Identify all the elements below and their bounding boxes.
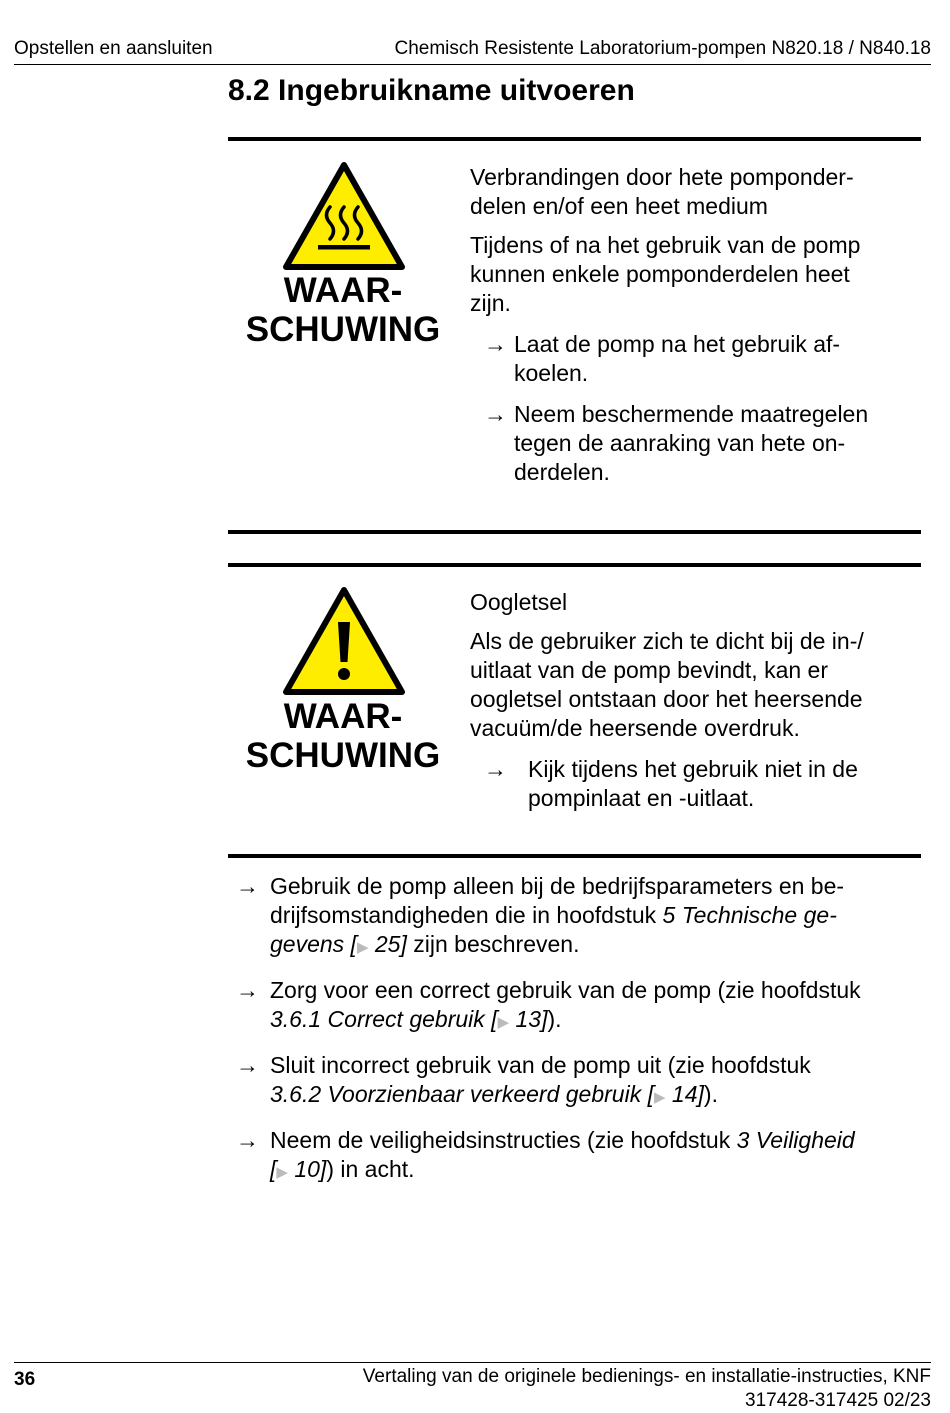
warning-body: Als de gebruiker zich te dicht bij de in-/ uitlaat van de pomp bevindt, kan er oogletsel ontstaan door het heersende vacuüm/de heersende overdruk. xyxy=(470,628,864,741)
step-text: Neem de veiligheidsinstructies (zie hoofdstuk xyxy=(270,1127,737,1153)
warning-step-text: Neem beschermende maatregelen tegen de aanraking van hete on- derdelen. xyxy=(514,401,869,485)
chapter-reference-link[interactable]: 3.6.1 Correct gebruik [▶ 13] xyxy=(270,1006,548,1032)
warning-title: Verbrandingen door hete pomponder- delen en/of een heet medium xyxy=(470,164,854,219)
footer-divider xyxy=(14,1362,931,1363)
reference-arrow-icon: ▶ xyxy=(497,1014,510,1031)
arrow-right-icon: → xyxy=(484,331,507,357)
warning-bottom-rule xyxy=(228,854,921,858)
warning-step-text: Laat de pomp na het gebruik af- koelen. xyxy=(514,331,841,386)
reference-arrow-icon: ▶ xyxy=(356,939,369,956)
warning-text xyxy=(470,588,910,813)
instruction-step xyxy=(236,1051,926,1112)
step-text: Sluit incorrect gebruik van de pomp uit (zie hoofdstuk xyxy=(270,1052,811,1078)
warning-text xyxy=(470,163,910,487)
warning-step xyxy=(470,400,910,487)
warning-step-text: Kijk tijdens het gebruik niet in de pompinlaat en -uitlaat. xyxy=(528,756,858,811)
reference-arrow-icon: ▶ xyxy=(276,1164,288,1181)
signal-word: WAAR- SCHUWING xyxy=(245,271,441,349)
instruction-step xyxy=(236,976,926,1037)
warning-body: Tijdens of na het gebruik van de pomp kunnen enkele pomponderdelen heet zijn. xyxy=(470,232,861,316)
warning-step xyxy=(470,330,910,388)
warning-top-rule xyxy=(228,563,921,567)
step-text: ) in acht. xyxy=(326,1156,415,1182)
chapter-reference-link[interactable]: 5 Technische ge- gevens [▶ 25] xyxy=(270,902,837,957)
section-title: 8.2 Ingebruikname uitvoeren xyxy=(228,74,635,107)
arrow-right-icon: → xyxy=(236,873,259,899)
instruction-steps xyxy=(236,872,926,1201)
reference-arrow-icon: ▶ xyxy=(653,1089,666,1106)
chapter-reference-link[interactable]: 3.6.2 Voorzienbaar verkeerd gebruik [▶ 14] xyxy=(270,1081,704,1107)
step-text: Zorg voor een correct gebruik van de pomp (zie hoofdstuk xyxy=(270,977,861,1003)
arrow-right-icon: → xyxy=(484,401,507,427)
step-text: Gebruik de pomp alleen bij de bedrijfsparameters en be- drijfsomstandigheden die in hoofdstuk xyxy=(270,873,845,928)
arrow-right-icon: → xyxy=(236,1052,259,1078)
page-number: 36 xyxy=(14,1369,36,1390)
step-text: zijn beschreven. xyxy=(406,931,580,957)
chapter-reference-link[interactable]: 3 Veiligheid [▶ 10] xyxy=(270,1127,855,1182)
arrow-right-icon: → xyxy=(236,977,259,1003)
warning-title: Oogletsel xyxy=(470,589,568,615)
hot-surface-warning-icon xyxy=(282,161,406,271)
footer-document-info: Vertaling van de originele bedienings- en installatie-instructies, KNF 317428-317425 02/23 xyxy=(362,1366,931,1411)
warning-step xyxy=(470,755,910,813)
step-text: ). xyxy=(547,1006,562,1032)
header-chapter: Opstellen en aansluiten xyxy=(14,38,213,59)
header-divider xyxy=(14,64,931,65)
step-text: ). xyxy=(703,1081,718,1107)
arrow-right-icon: → xyxy=(236,1127,259,1153)
warning-top-rule xyxy=(228,137,921,141)
arrow-right-icon: → xyxy=(484,756,507,782)
instruction-step xyxy=(236,1126,926,1187)
header-product: Chemisch Resistente Laboratorium-pompen N820.18 / N840.18 xyxy=(394,38,931,59)
signal-word: WAAR- SCHUWING xyxy=(245,697,441,775)
instruction-step xyxy=(236,872,926,962)
general-warning-icon xyxy=(282,586,406,696)
warning-bottom-rule xyxy=(228,530,921,534)
